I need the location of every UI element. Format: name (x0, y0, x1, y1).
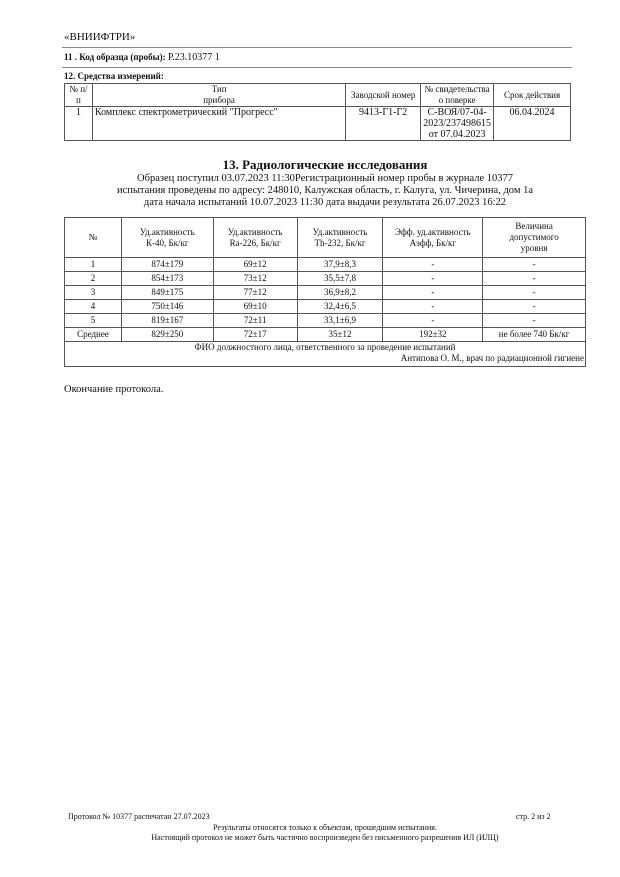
table-cell: С-ВОЯ/07-04- 2023/237498615 от 07.04.2023 (421, 107, 494, 141)
table-cell: - (383, 300, 483, 314)
column-header: № п/п (65, 84, 93, 107)
table-cell: 35,5±7,8 (297, 272, 383, 286)
table-cell: 37,9±8,3 (297, 258, 383, 272)
table-cell: - (483, 314, 586, 328)
table-cell: не более 740 Бк/кг (483, 328, 586, 342)
table-cell: 819±167 (121, 314, 213, 328)
table-cell: 69±10 (213, 300, 297, 314)
radio-info (0, 173, 620, 209)
table-cell: 77±12 (213, 286, 297, 300)
table-cell: 854±173 (121, 272, 213, 286)
table-cell: Комплекс спектрометрический "Прогресс" (92, 107, 345, 141)
table-cell: 33,1±6,9 (297, 314, 383, 328)
table-cell: - (383, 286, 483, 300)
table-cell: 32,4±6,5 (297, 300, 383, 314)
org-name: «ВНИИФТРИ» (64, 31, 136, 43)
column-header: Заводской номер (346, 84, 421, 107)
table-cell: 06.04.2024 (494, 107, 571, 141)
footer-note2: Настоящий протокол не может быть частично воспроизведен без письменного разрешения ИЛ (ИЛЦ) (151, 833, 499, 842)
table-cell: 69±12 (213, 258, 297, 272)
info-line: дата начала испытаний 10.07.2023 11:30 дата выдачи результата 26.07.2023 16:22 (143, 197, 507, 208)
table-cell: 3 (65, 286, 122, 300)
table-cell: 2 (65, 272, 122, 286)
footer-printed: Протокол № 10377 распечатан 27.07.2023 (68, 812, 210, 821)
table-cell: - (483, 300, 586, 314)
divider (62, 47, 572, 48)
table-cell: 1 (65, 258, 122, 272)
table-cell: 72±11 (213, 314, 297, 328)
table-row (65, 300, 586, 314)
table-cell: Среднее (65, 328, 122, 342)
responsible-name: Антипова О. М., врач по радиационной гигиене (400, 353, 584, 363)
table-cell: - (383, 258, 483, 272)
table-row (65, 314, 586, 328)
table-cell: 4 (65, 300, 122, 314)
sample-code (64, 52, 220, 63)
table-cell: 849±175 (121, 286, 213, 300)
column-header: Уд.активность Th-232, Бк/кг (297, 218, 383, 258)
table-cell: 35±12 (297, 328, 383, 342)
footer-page: стр. 2 из 2 (516, 812, 551, 821)
sample-code-value: Р.23.10377 1 (167, 52, 220, 63)
column-header: № (65, 218, 122, 258)
table-cell: 73±12 (213, 272, 297, 286)
table-cell: 750±146 (121, 300, 213, 314)
column-header: Уд.активность К-40, Бк/кг (121, 218, 213, 258)
instruments-title: 12. Средства измерений: (64, 71, 164, 81)
divider (62, 67, 572, 68)
table-cell: - (383, 314, 483, 328)
table-cell: 1 (65, 107, 93, 141)
info-line: испытания проведены по адресу: 248010, Калужская область, г. Калуга, ул. Чичерина, дом 1а (116, 185, 534, 196)
table-cell: 9413-Г1-Г2 (346, 107, 421, 141)
responsible-label: ФИО должностного лица, ответственного за проведение испытаний (194, 342, 456, 352)
end-text: Окончание протокола. (64, 384, 164, 395)
column-header: Эфф. уд.активность Аэфф, Бк/кг (383, 218, 483, 258)
table-cell: - (483, 286, 586, 300)
table-cell: 72±17 (213, 328, 297, 342)
column-header: Уд.активность Ra-226, Бк/кг (213, 218, 297, 258)
results-table (64, 217, 586, 367)
column-header: Величина допустимого уровня (483, 218, 586, 258)
instruments-table (64, 83, 571, 141)
footer-note1: Результаты относятся только к объектам, прошедшим испытания. (213, 823, 437, 832)
table-cell: 829±250 (121, 328, 213, 342)
table-cell: - (483, 272, 586, 286)
table-cell: 36,9±8,2 (297, 286, 383, 300)
table-row (65, 328, 586, 342)
table-cell: 5 (65, 314, 122, 328)
table-row (65, 272, 586, 286)
info-line: Образец поступил 03.07.2023 11:30Регистрационный номер пробы в журнале 10377 (137, 173, 513, 184)
table-cell: 874±179 (121, 258, 213, 272)
column-header: № свидетельства о поверке (421, 84, 494, 107)
table-cell: 192±32 (383, 328, 483, 342)
radio-title: 13. Радиологические исследования (222, 157, 428, 172)
responsible-cell (65, 342, 586, 367)
table-row (65, 258, 586, 272)
responsible-row (65, 342, 586, 367)
sample-code-label: 11 . Код образца (пробы): (64, 52, 166, 62)
column-header: Срок действия (494, 84, 571, 107)
table-cell: - (483, 258, 586, 272)
table-cell: - (383, 272, 483, 286)
table-row (65, 286, 586, 300)
column-header: Тип прибора (92, 84, 345, 107)
